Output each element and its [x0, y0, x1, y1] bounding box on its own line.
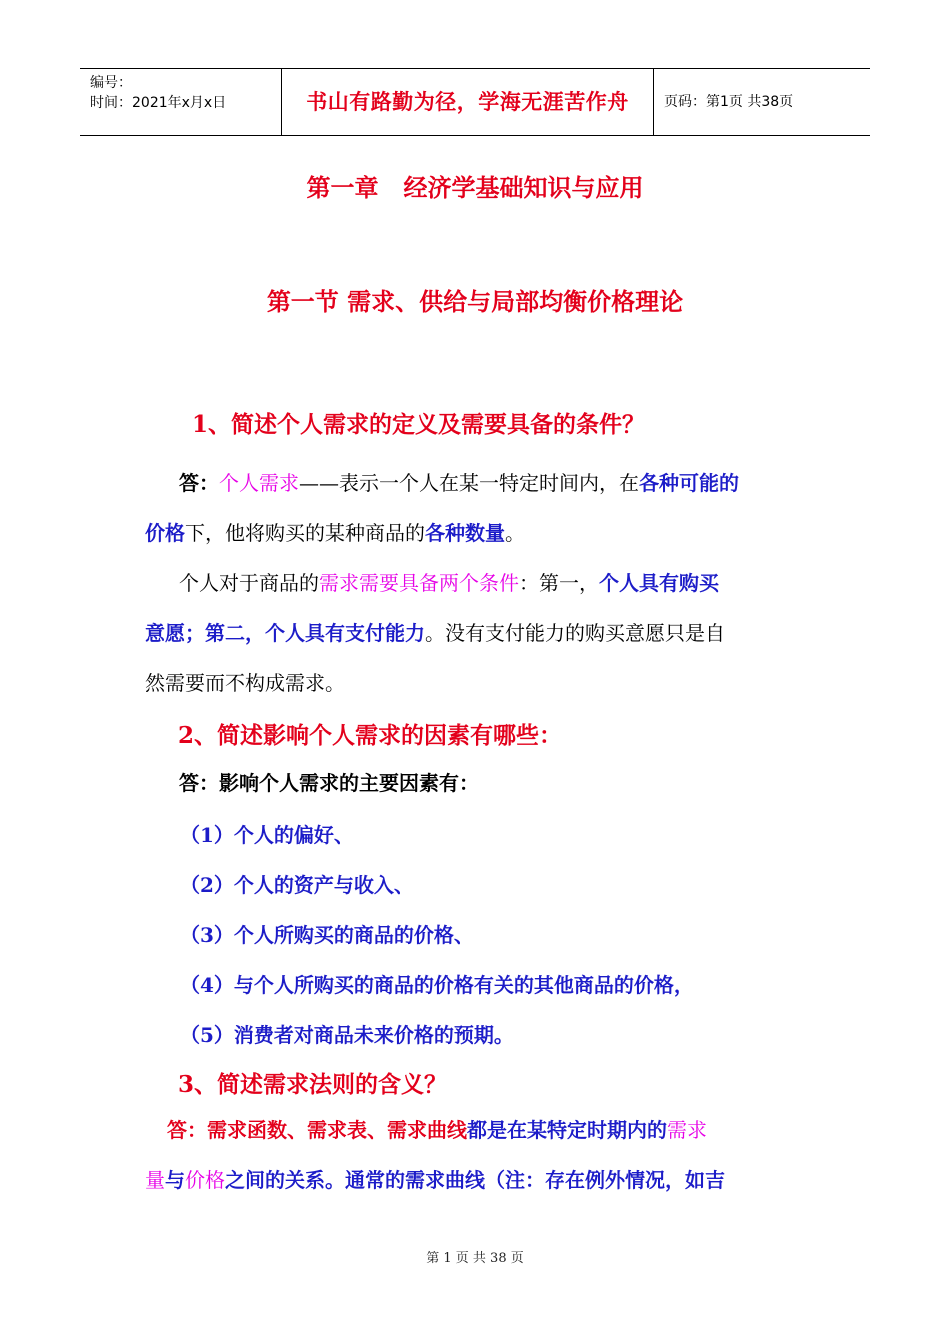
header-motto: 书山有路勤为径，学海无涯苦作舟: [282, 69, 654, 135]
question-3-title: 3、简述需求法则的含义？: [178, 1071, 448, 1098]
relation-text: 都是在某特定时期内的: [467, 1118, 667, 1142]
condition-intro: 个人对于商品的: [179, 571, 319, 595]
q1-condition-line3: 然需要而不构成需求。: [145, 671, 345, 695]
q2-answer: 答：影响个人需求的主要因素有：: [179, 771, 479, 795]
term-personal-demand: 个人需求: [219, 471, 299, 495]
relation-text-2: 之间的关系。通常的需求曲线（注：存在例外情况，如吉: [225, 1168, 725, 1192]
factor-item: （1）个人的偏好、: [180, 823, 354, 847]
factor-item: （5）消费者对商品未来价格的预期。: [180, 1023, 514, 1047]
term-price-2: 价格: [185, 1168, 225, 1192]
term-willingness: 个人具有购买: [599, 571, 719, 595]
q1-condition-line1: [145, 558, 810, 608]
chapter-title: 第一章 经济学基础知识与应用: [306, 173, 644, 202]
question-2-title: 2、简述影响个人需求的因素有哪些：: [178, 722, 563, 749]
number-label: 编号：: [90, 75, 132, 91]
q1-answer-line1: [145, 458, 810, 508]
period: 。: [505, 521, 525, 545]
term-quantity: 量: [145, 1168, 165, 1192]
demand-terms: 答：需求函数、需求表、需求曲线: [167, 1118, 467, 1142]
header-table: [80, 68, 870, 136]
factor-item: （2）个人的资产与收入、: [180, 873, 414, 897]
definition-text: ——表示一个人在某一特定时间内，在: [299, 471, 639, 495]
term-two-conditions: 需求需要具备两个条件: [319, 571, 519, 595]
answer-prefix: 答：: [179, 471, 219, 495]
time-label: 时间：2021年x月x日: [90, 95, 227, 111]
q1-answer-line2: [145, 508, 810, 558]
header-page-info: 页码：第1页 共38页: [664, 94, 794, 110]
term-demand: 需求: [667, 1118, 707, 1142]
header-meta: [80, 69, 282, 135]
term-quantities: 各种数量: [425, 521, 505, 545]
q1-condition-line2: [145, 608, 810, 658]
factor-item: （3）个人所购买的商品的价格、: [180, 923, 474, 947]
conjunction: 与: [165, 1168, 185, 1192]
condition-note: 。没有支付能力的购买意愿只是自: [425, 621, 725, 645]
section-title: 第一节 需求、供给与局部均衡价格理论: [266, 287, 684, 316]
term-price: 价格: [145, 521, 185, 545]
page-footer: 第 1 页 共 38 页: [426, 1251, 524, 1266]
term-various-prices: 各种可能的: [639, 471, 739, 495]
condition-first: ：第一，: [519, 571, 599, 595]
q3-answer-line1: [145, 1105, 810, 1155]
factor-item: （4）与个人所购买的商品的价格有关的其他商品的价格，: [180, 973, 694, 997]
definition-text-2: 下，他将购买的某种商品的: [185, 521, 425, 545]
term-ability-to-pay: 意愿；第二，个人具有支付能力: [145, 621, 425, 645]
question-1-title: 1、简述个人需求的定义及需要具备的条件？: [192, 411, 646, 438]
q3-answer-line2: [145, 1155, 810, 1205]
